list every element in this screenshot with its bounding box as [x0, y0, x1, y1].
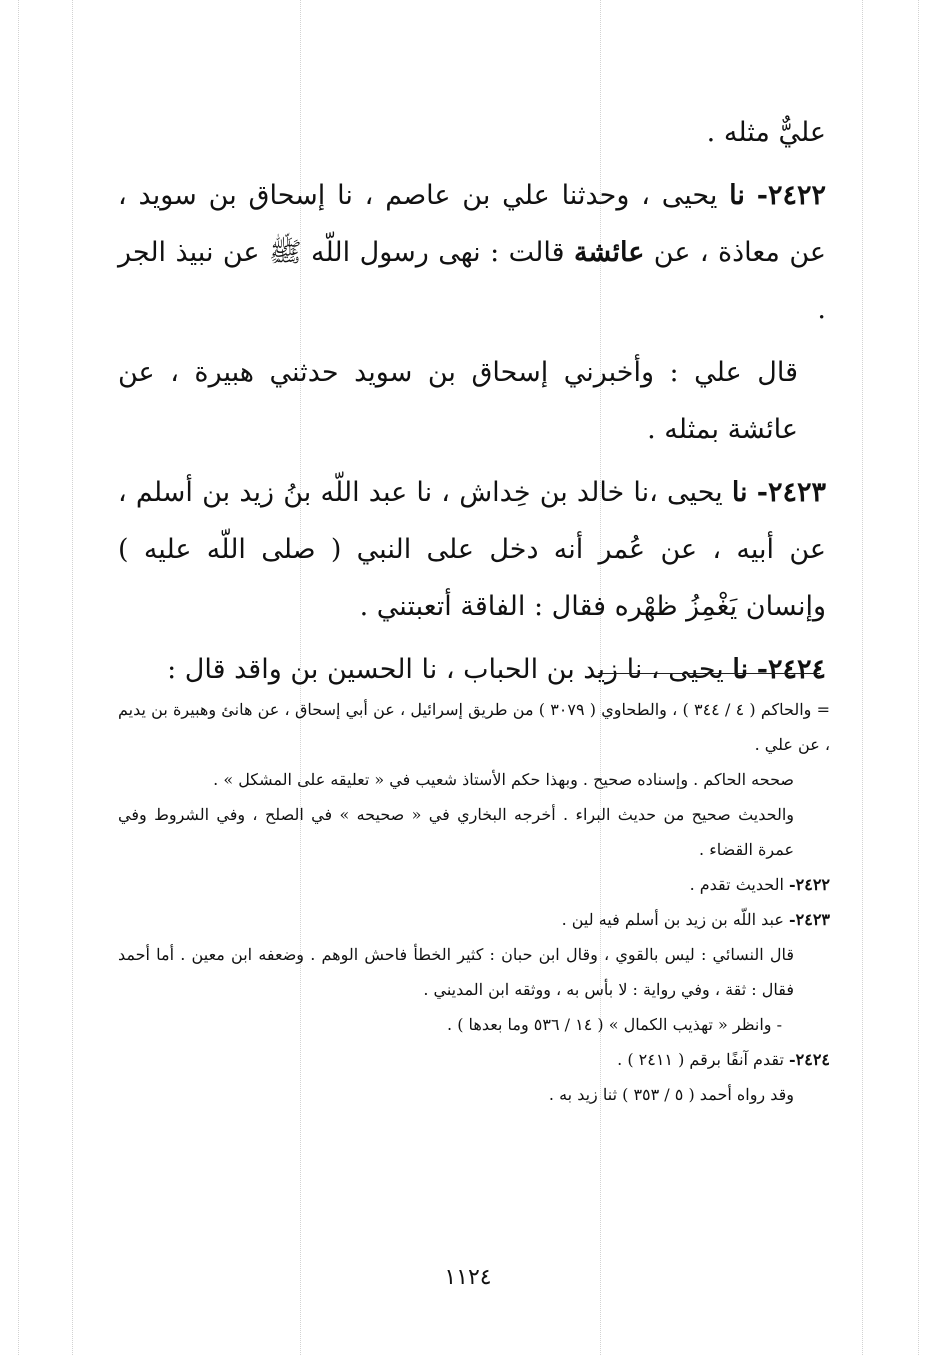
continuation-line: عليٌّ مثله .: [706, 117, 826, 148]
scan-artifact-line: [72, 0, 73, 1355]
narration-marker: نا: [729, 180, 745, 211]
hadith-number: ٢٤٢٢-: [756, 180, 826, 211]
hadith-text: يحيى ، وحدثنا علي بن عاصم ، نا إسحاق بن سويد ، عن معاذة ، عن: [118, 180, 826, 268]
footnote-2422: [118, 867, 830, 902]
footnote-2423: [118, 902, 830, 937]
scan-artifact-line: [18, 0, 19, 1355]
footnote-text: عبد اللّه بن زيد بن أسلم فيه لين .: [561, 910, 789, 929]
hadith-text: قالت : نهى رسول اللّه ﷺ عن نبيذ الجر .: [118, 237, 826, 325]
footnote-separator: [598, 673, 820, 674]
hadith-2424: [118, 641, 826, 698]
scan-artifact-line: [918, 0, 919, 1355]
scan-artifact-line: [862, 0, 863, 1355]
footnote-continuation: = والحاكم ( ٤ / ٣٤٤ ) ، والطحاوي ( ٣٠٧٩ ) من طريق إسرائيل ، عن أبي إسحاق ، عن هانئ وهبيرة بن يديم ، عن علي .: [118, 700, 831, 754]
footnote-number: ٢٤٢٢-: [788, 875, 830, 894]
footnote-2424: [118, 1042, 830, 1077]
hadith-text: يحيى ، نا زيد بن الحباب ، نا الحسين بن واقد قال :: [167, 654, 733, 685]
hadith-number: ٢٤٢٣-: [756, 477, 826, 508]
footnotes: [118, 692, 830, 1112]
footnote-paragraph: - وانظر « تهذيب الكمال » ( ١٤ / ٥٣٦ وما بعدها ) .: [447, 1015, 782, 1034]
footnote-paragraph: والحديث صحيح من حديث البراء . أخرجه البخاري في « صحيحه » في الصلح ، وفي الشروط وفي عمرة القضاء .: [118, 805, 794, 859]
hadith-number: ٢٤٢٤-: [756, 654, 826, 685]
footnote-text: الحديث تقدم .: [689, 875, 789, 894]
hadith-2422: [118, 167, 826, 338]
narrator-name: عائشة: [573, 237, 645, 268]
hadith-2423: [118, 464, 826, 635]
footnote-paragraph: صححه الحاكم . وإسناده صحيح . وبهذا حكم الأستاذ شعيب في « تعليقه على المشكل » .: [213, 770, 794, 789]
main-text: [118, 104, 826, 704]
footnote-paragraph: قال النسائي : ليس بالقوي ، وقال ابن حبان : كثير الخطأ فاحش الوهم . وضعفه ابن معين . أما أحمد فقال : ثقة ، وفي رواية : لا بأس به ، ووثقه ابن المديني .: [118, 945, 794, 999]
footnote-number: ٢٤٢٤-: [788, 1050, 830, 1069]
hadith-text: يحيى ،نا خالد بن خِداش ، نا عبد اللّه بنُ زيد بن أسلم ، عن أبيه ، عن عُمر أنه دخل على النبي ( صلى اللّه عليه ) وإنسان يَغْمِزُ ظهْره فقال : الفاقة أتعبتني .: [118, 477, 826, 622]
page-number: ١١٢٤: [444, 1265, 492, 1290]
hadith-2422-note: قال علي : وأخبرني إسحاق بن سويد حدثني هبيرة ، عن عائشة بمثله .: [118, 357, 798, 445]
footnote-number: ٢٤٢٣-: [788, 910, 830, 929]
narration-marker: نا: [732, 654, 749, 685]
footnote-text: تقدم آنفًا برقم ( ٢٤١١ ) .: [617, 1050, 789, 1069]
narration-marker: نا: [731, 477, 748, 508]
footnote-paragraph: وقد رواه أحمد ( ٥ / ٣٥٣ ) ثنا زيد به .: [548, 1085, 794, 1104]
